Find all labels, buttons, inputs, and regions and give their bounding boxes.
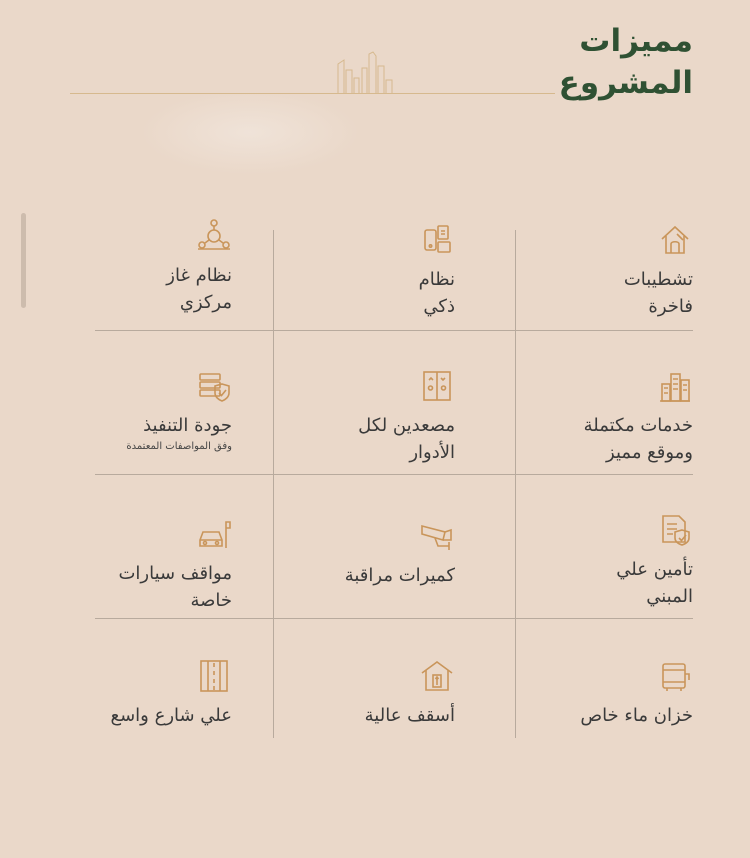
house-hand-icon xyxy=(657,222,693,258)
grid-divider-horizontal xyxy=(95,618,693,619)
feature-label: خزان ماء خاص xyxy=(580,705,693,726)
water-tank-icon xyxy=(657,658,693,694)
title-line-2: المشروع xyxy=(558,65,693,101)
feature-luxury-finishes xyxy=(624,222,693,320)
feature-label: نظام ذكي xyxy=(418,269,455,317)
city-buildings-icon xyxy=(657,368,693,404)
feature-central-gas xyxy=(166,218,232,316)
feature-parking xyxy=(118,516,232,614)
quality-shield-icon xyxy=(196,368,232,404)
feature-label: تأمين علي المبني xyxy=(616,559,693,607)
gas-network-icon xyxy=(196,218,232,254)
smart-devices-icon xyxy=(419,222,455,258)
security-camera-icon xyxy=(419,518,455,554)
scrollbar-handle[interactable] xyxy=(21,213,26,308)
grid-divider-vertical xyxy=(273,230,274,738)
skyline-icon xyxy=(336,50,394,96)
high-ceiling-icon xyxy=(419,658,455,694)
wide-street-icon xyxy=(196,658,232,694)
header-glow xyxy=(140,90,360,175)
page-title xyxy=(559,20,693,104)
feature-label: تشطيبات فاخرة xyxy=(623,269,693,317)
feature-quality xyxy=(126,368,232,454)
feature-elevators xyxy=(358,368,455,466)
feature-cameras xyxy=(345,518,455,589)
feature-label: خدمات مكتملة وموقع مميز xyxy=(583,415,693,463)
feature-label: جودة التنفيذ xyxy=(143,415,232,436)
feature-label: مواقف سيارات خاصة xyxy=(118,563,232,611)
feature-label: كميرات مراقبة xyxy=(344,565,455,586)
feature-label: أسقف عالية xyxy=(364,705,455,726)
grid-divider-vertical xyxy=(515,230,516,738)
feature-wide-street xyxy=(111,658,233,729)
header-divider xyxy=(70,93,555,94)
insurance-document-icon xyxy=(657,512,693,548)
private-parking-icon xyxy=(196,516,232,552)
feature-label: علي شارع واسع xyxy=(110,705,232,726)
feature-smart-system xyxy=(419,222,455,320)
feature-insurance xyxy=(616,512,693,610)
grid-divider-horizontal xyxy=(95,330,693,331)
elevator-icon xyxy=(419,368,455,404)
feature-high-ceilings xyxy=(365,658,455,729)
title-line-1: مميزات xyxy=(579,23,693,59)
grid-divider-horizontal xyxy=(95,474,693,475)
feature-label: مصعدين لكل الأدوار xyxy=(358,415,455,463)
feature-water-tank xyxy=(580,658,693,729)
feature-sublabel: وفق المواصفات المعتمدة xyxy=(126,441,232,452)
feature-label: نظام غاز مركزي xyxy=(166,265,232,313)
feature-complete-services xyxy=(584,368,693,466)
